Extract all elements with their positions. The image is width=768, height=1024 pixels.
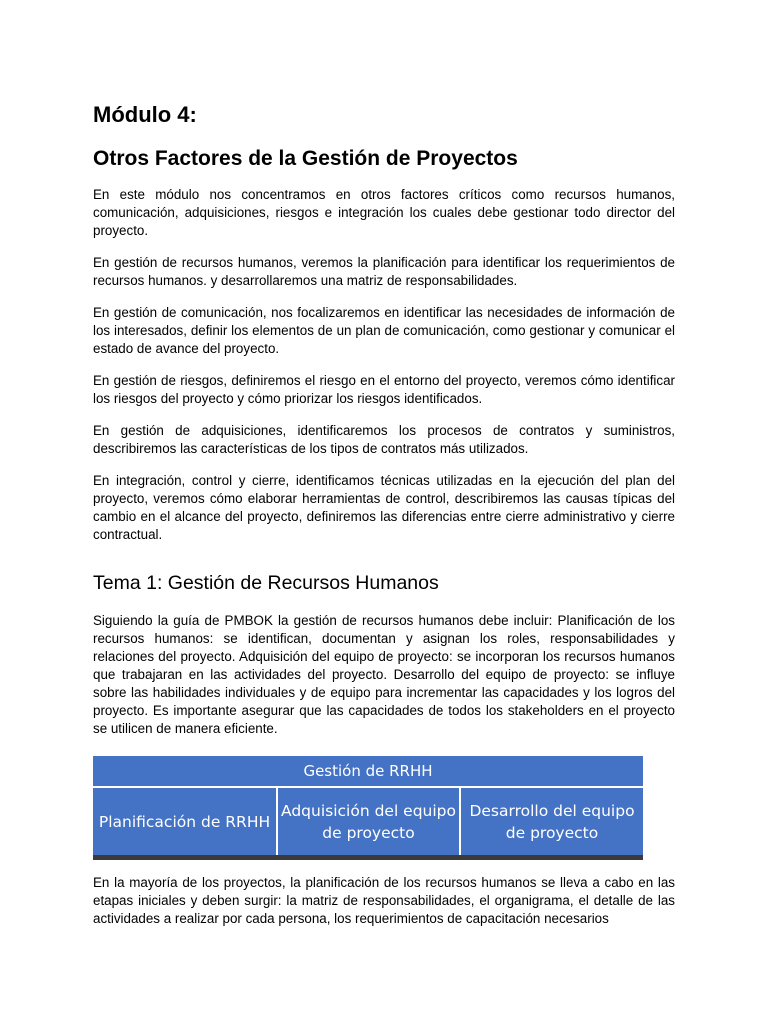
hr-paragraph: En gestión de recursos humanos, veremos la planificación para identificar los requerimientos de recursos humanos. y desarrollaremos una matriz de responsabilidades. [93,255,675,288]
diagram-cell-acquisition: Adquisición del equipo de proyecto [277,787,460,855]
module-heading: Módulo 4: [93,102,197,127]
diagram-bottom-border [93,855,643,860]
procurement-paragraph: En gestión de adquisiciones, identificaremos los procesos de contratos y suministros, describiremos las características de los tipos de contratos más utilizados. [93,423,675,456]
section-paragraph: Siguiendo la guía de PMBOK la gestión de recursos humanos debe incluir: Planificación de los recursos humanos: se identifican, documentan y asignan los roles, responsabilidades y relaciones del proyecto. Adquisición del equipo de proyecto: se incorporan los recursos humanos que trabajaran en las actividades del proyecto. Desarrollo del equipo de proyecto: se influye sobre las habilidades individuales y de equipo para incrementar las capacidades y los logros del proyecto. Es importante asegurar que las capacidades de todos los stakeholders en el proyecto se utilicen de manera eficiente. [93,613,675,736]
section-heading: Tema 1: Gestión de Recursos Humanos [93,572,439,594]
closing-paragraph: En la mayoría de los proyectos, la planificación de los recursos humanos se lleva a cabo en las etapas iniciales y deben surgir: la matriz de responsabilidades, el organigrama, el detalle de las actividades a realizar por cada persona, los requerimientos de capacitación necesarios [93,875,675,926]
rrhh-diagram [93,756,643,855]
page-title: Otros Factores de la Gestión de Proyectos [93,147,518,170]
diagram-cell-development: Desarrollo del equipo de proyecto [460,787,643,855]
diagram-cell-planning: Planificación de RRHH [93,787,277,855]
intro-paragraph: En este módulo nos concentramos en otros factores críticos como recursos humanos, comunicación, adquisiciones, riesgos e integración los cuales debe gestionar todo director del proyecto. [93,187,675,238]
integration-paragraph: En integración, control y cierre, identificamos técnicas utilizadas en la ejecución del plan del proyecto, veremos cómo elaborar herramientas de control, describiremos las causas típicas del cambio en el alcance del proyecto, definiremos las diferencias entre cierre administrativo y cierre contractual. [93,473,675,542]
communication-paragraph: En gestión de comunicación, nos focalizaremos en identificar las necesidades de información de los interesados, definir los elementos de un plan de comunicación, como gestionar y comunicar el estado de avance del proyecto. [93,305,675,356]
diagram-header: Gestión de RRHH [93,756,643,787]
risk-paragraph: En gestión de riesgos, definiremos el riesgo en el entorno del proyecto, veremos cómo identificar los riesgos del proyecto y cómo priorizar los riesgos identificados. [93,373,675,406]
